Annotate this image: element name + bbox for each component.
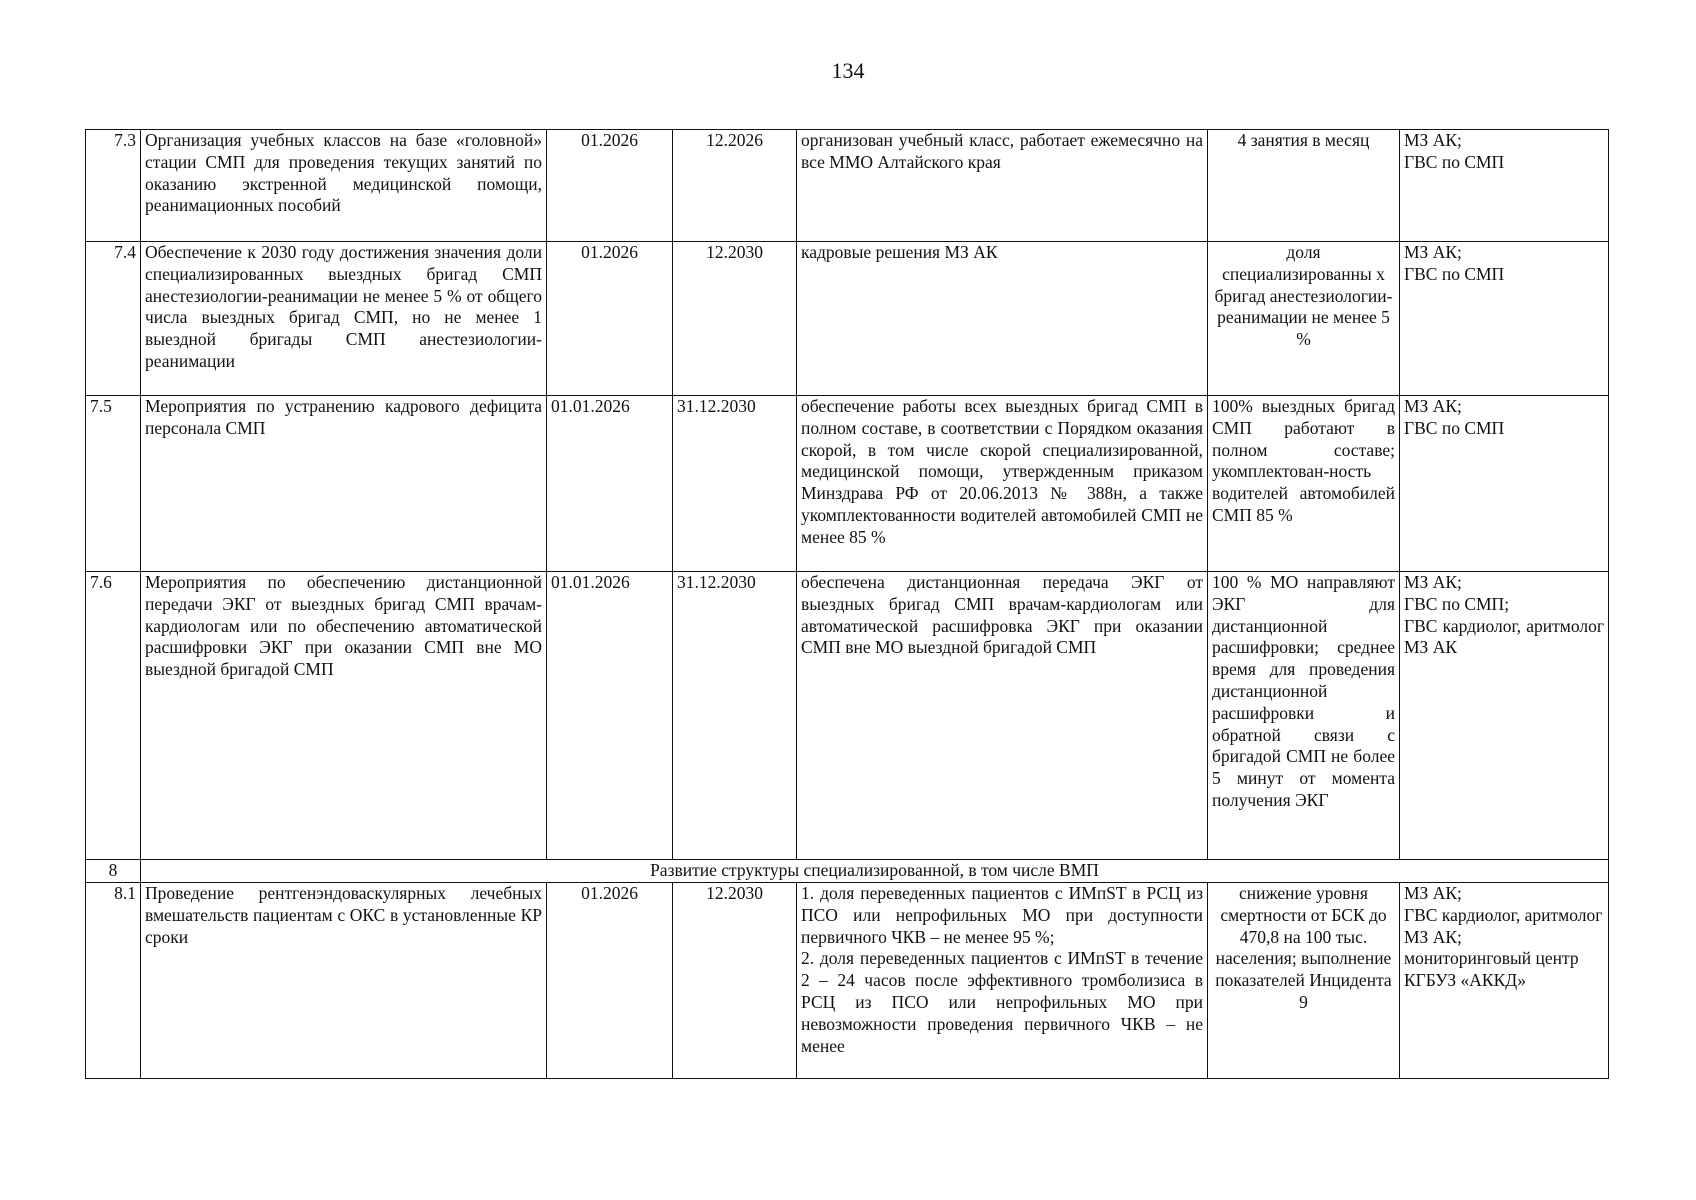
expected-result-item-1: 1. доля переведенных пациентов с ИМпST в РСЦ из ПСО или непрофильных МО при доступности первичного ЧКВ – не менее 95 %; — [801, 883, 1203, 947]
activity-name: Обеспечение к 2030 году достижения значения доли специализированных выездных бригад СМП анестезиологии-реанимации не менее 5 % от общего числа выездных бригад СМП, но не менее 1 выездной бригады СМП анестезиологии-реанимации — [141, 242, 547, 396]
table-row — [86, 883, 1609, 1079]
page-number: 134 — [831, 58, 865, 83]
activity-name: Организация учебных классов на базе «головной» стации СМП для проведения текущих занятий по оказанию экстренной медицинской помощи, реанимационных пособий — [141, 130, 547, 242]
end-date: 12.2030 — [673, 883, 797, 1079]
table-row — [86, 572, 1609, 860]
indicator: 100% выездных бригад СМП работают в полном составе; укомплектован-ность водителей автомобилей СМП 85 % — [1208, 396, 1400, 572]
start-date: 01.01.2026 — [547, 396, 673, 572]
indicator: 4 занятия в месяц — [1208, 130, 1400, 242]
activity-name: Мероприятия по устранению кадрового дефицита персонала СМП — [141, 396, 547, 572]
section-title: Развитие структуры специализированной, в том числе ВМП — [141, 860, 1609, 883]
section-number: 8 — [86, 860, 141, 883]
responsible: МЗ АК; ГВС по СМП — [1400, 242, 1609, 396]
expected-result: кадровые решения МЗ АК — [797, 242, 1208, 396]
indicator: снижение уровня смертности от БСК до 470,8 на 100 тыс. населения; выполнение показателей Инцидента 9 — [1208, 883, 1400, 1079]
table-row — [86, 242, 1609, 396]
expected-result: обеспечение работы всех выездных бригад СМП в полном составе, в соответствии с Порядком оказания скорой, в том числе скорой специализированной, медицинской помощи, утвержденным приказом Минздрава РФ от 20.06.2013 № 388н, а также укомплектованности водителей автомобилей СМП не менее 85 % — [797, 396, 1208, 572]
start-date: 01.2026 — [547, 242, 673, 396]
row-number: 8.1 — [86, 883, 141, 1079]
plan-table — [85, 129, 1609, 1079]
start-date: 01.01.2026 — [547, 572, 673, 860]
section-row — [86, 860, 1609, 883]
start-date: 01.2026 — [547, 883, 673, 1079]
expected-result: организован учебный класс, работает ежемесячно на все ММО Алтайского края — [797, 130, 1208, 242]
responsible: МЗ АК; ГВС по СМП — [1400, 396, 1609, 572]
expected-result — [797, 883, 1208, 1079]
activity-name: Проведение рентгенэндоваскулярных лечебных вмешательств пациентам с ОКС в установленные КР сроки — [141, 883, 547, 1079]
activity-name: Мероприятия по обеспечению дистанционной передачи ЭКГ от выездных бригад СМП врачам-кардиологам или по обеспечению автоматической расшифровки ЭКГ при оказании СМП вне МО выездной бригадой СМП — [141, 572, 547, 860]
responsible: МЗ АК; ГВС по СМП — [1400, 130, 1609, 242]
row-number: 7.5 — [86, 396, 141, 572]
end-date: 31.12.2030 — [673, 572, 797, 860]
indicator: доля специализированны х бригад анестезиологии-реанимации не менее 5 % — [1208, 242, 1400, 396]
responsible: МЗ АК; ГВС кардиолог, аритмолог МЗ АК; мониторинговый центр КГБУЗ «АККД» — [1400, 883, 1609, 1079]
end-date: 12.2030 — [673, 242, 797, 396]
responsible: МЗ АК; ГВС по СМП; ГВС кардиолог, аритмолог МЗ АК — [1400, 572, 1609, 860]
table-row — [86, 396, 1609, 572]
expected-result: обеспечена дистанционная передача ЭКГ от выездных бригад СМП врачам-кардиологам или автоматической расшифровка ЭКГ при оказании СМП вне МО выездной бригадой СМП — [797, 572, 1208, 860]
end-date: 12.2026 — [673, 130, 797, 242]
row-number: 7.6 — [86, 572, 141, 860]
row-number: 7.4 — [86, 242, 141, 396]
start-date: 01.2026 — [547, 130, 673, 242]
expected-result-item-2: 2. доля переведенных пациентов с ИМпST в течение 2 – 24 часов после эффективного тромболизиса в РСЦ из ПСО или непрофильных МО при невозможности проведения первичного ЧКВ – не менее — [801, 948, 1203, 1056]
table-row — [86, 130, 1609, 242]
end-date: 31.12.2030 — [673, 396, 797, 572]
row-number: 7.3 — [86, 130, 141, 242]
indicator: 100 % МО направляют ЭКГ для дистанционной расшифровки; среднее время для проведения дистанционной расшифровки и обратной связи с бригадой СМП не более 5 минут от момента получения ЭКГ — [1208, 572, 1400, 860]
